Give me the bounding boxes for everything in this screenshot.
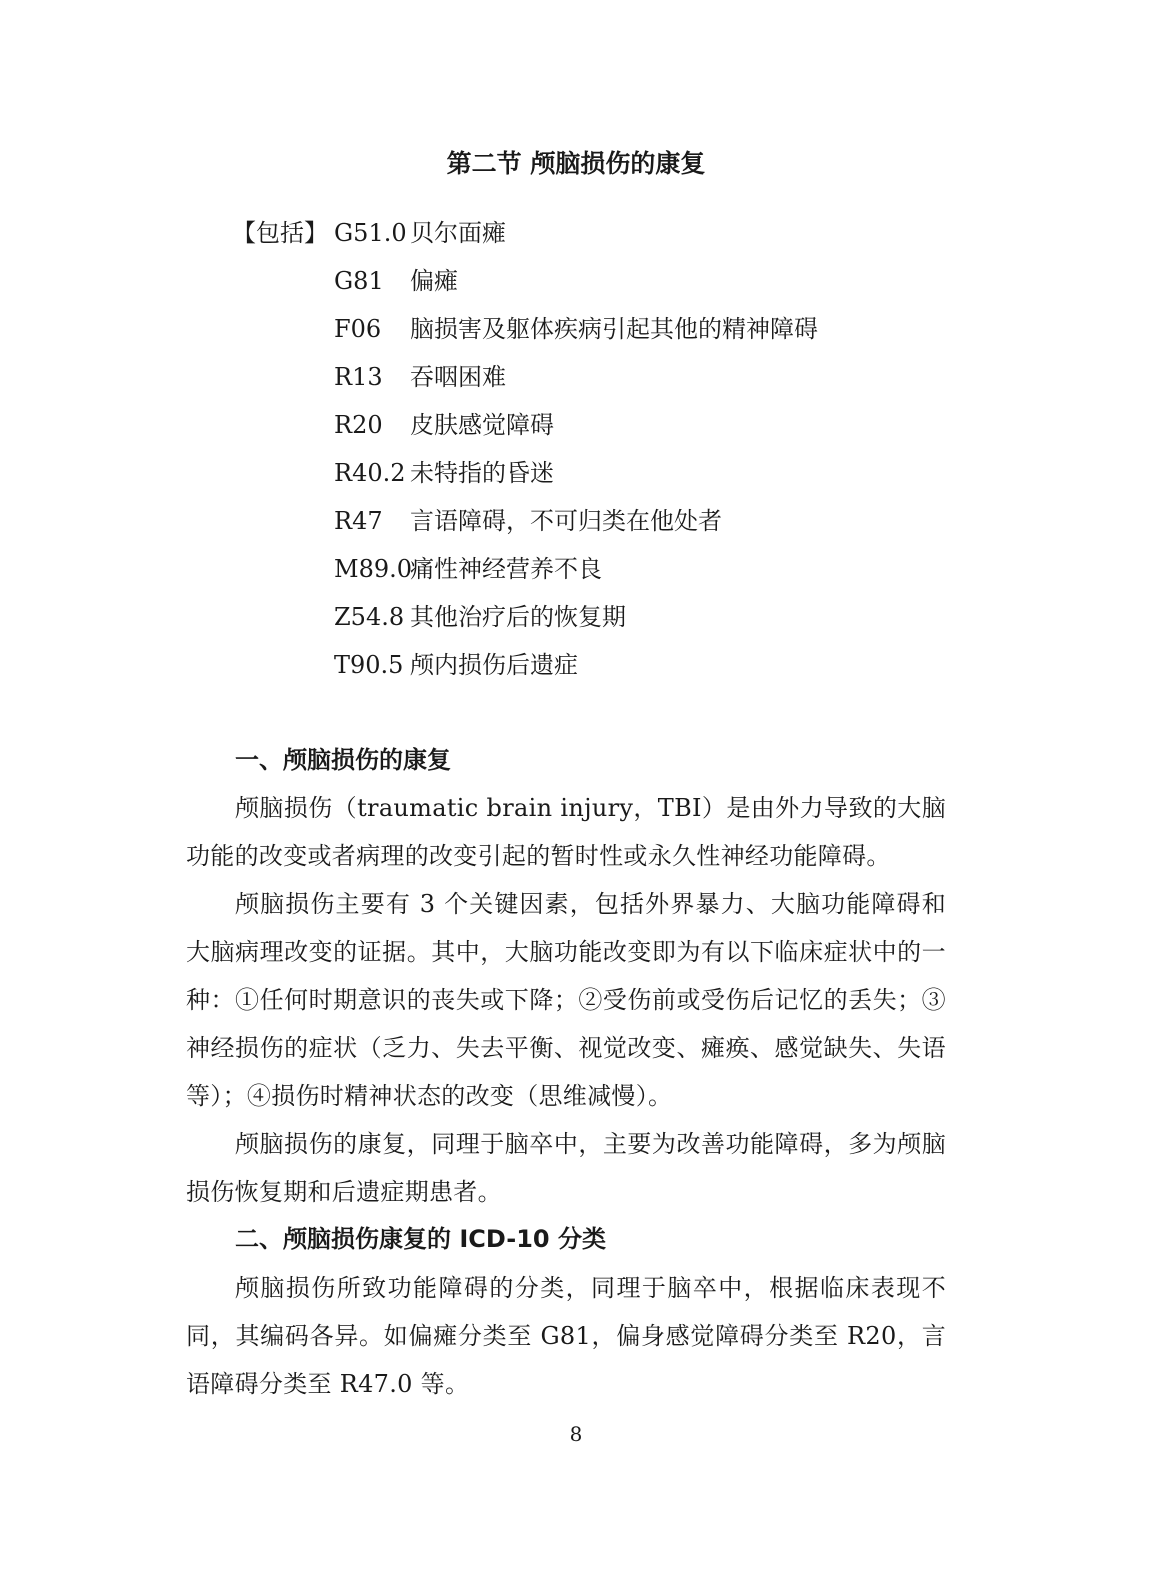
icd-code: G81 [334,267,384,295]
code-row [334,311,818,347]
icd-code: M89.0 [334,555,413,583]
code-row [334,455,554,491]
icd-description: 偏瘫 [410,267,458,295]
code-row [334,503,722,539]
icd-code: R40.2 [334,459,406,487]
icd-description: 皮肤感觉障碍 [410,411,554,439]
paragraph: 颅脑损伤所致功能障碍的分类，同理于脑卒中，根据临床表现不同，其编码各异。如偏瘫分类至 G81，偏身感觉障碍分类至 R20，言语障碍分类至 R47.0 等。 [186,1274,946,1398]
icd-code: T90.5 [334,651,404,679]
icd-code: R47 [334,507,383,535]
code-row [334,647,578,683]
includes-label: 【包括】 [232,219,328,247]
code-row [334,407,554,443]
code-row [334,359,506,395]
code-row [334,551,602,587]
paragraph: 颅脑损伤的康复，同理于脑卒中，主要为改善功能障碍，多为颅脑损伤恢复期和后遗症期患者。 [186,1130,946,1206]
paragraph: 颅脑损伤（traumatic brain injury，TBI）是由外力导致的大脑功能的改变或者病理的改变引起的暂时性或永久性神经功能障碍。 [186,794,946,870]
code-row [334,263,458,299]
icd-description: 吞咽困难 [410,363,506,391]
icd-code: G51.0 [334,219,407,247]
section-title: 第二节 颅脑损伤的康复 [446,149,706,178]
icd-description: 其他治疗后的恢复期 [410,603,626,631]
page-number: 8 [569,1422,583,1446]
code-row [334,599,626,635]
icd-code: R20 [334,411,383,439]
section-heading-2: 二、颅脑损伤康复的 ICD-10 分类 [235,1225,606,1253]
icd-code: F06 [334,315,382,343]
icd-description: 颅内损伤后遗症 [410,651,578,679]
icd-code: Z54.8 [334,603,405,631]
icd-description: 贝尔面瘫 [410,219,506,247]
icd-description: 言语障碍，不可归类在他处者 [410,507,722,535]
section-heading-1: 一、颅脑损伤的康复 [235,746,451,774]
paragraph: 颅脑损伤主要有 3 个关键因素，包括外界暴力、大脑功能障碍和大脑病理改变的证据。其中，大脑功能改变即为有以下临床症状中的一种：①任何时期意识的丧失或下降；②受伤前或受伤后记忆的丢失；③神经损伤的症状（乏力、失去平衡、视觉改变、瘫痪、感觉缺失、失语等）；④损伤时精神状态的改变（思维减慢）。 [186,890,946,1110]
icd-code: R13 [334,363,383,391]
icd-description: 痛性神经营养不良 [410,555,602,583]
icd-description: 未特指的昏迷 [410,459,554,487]
code-row [334,215,506,251]
icd-description: 脑损害及躯体疾病引起其他的精神障碍 [410,315,818,343]
